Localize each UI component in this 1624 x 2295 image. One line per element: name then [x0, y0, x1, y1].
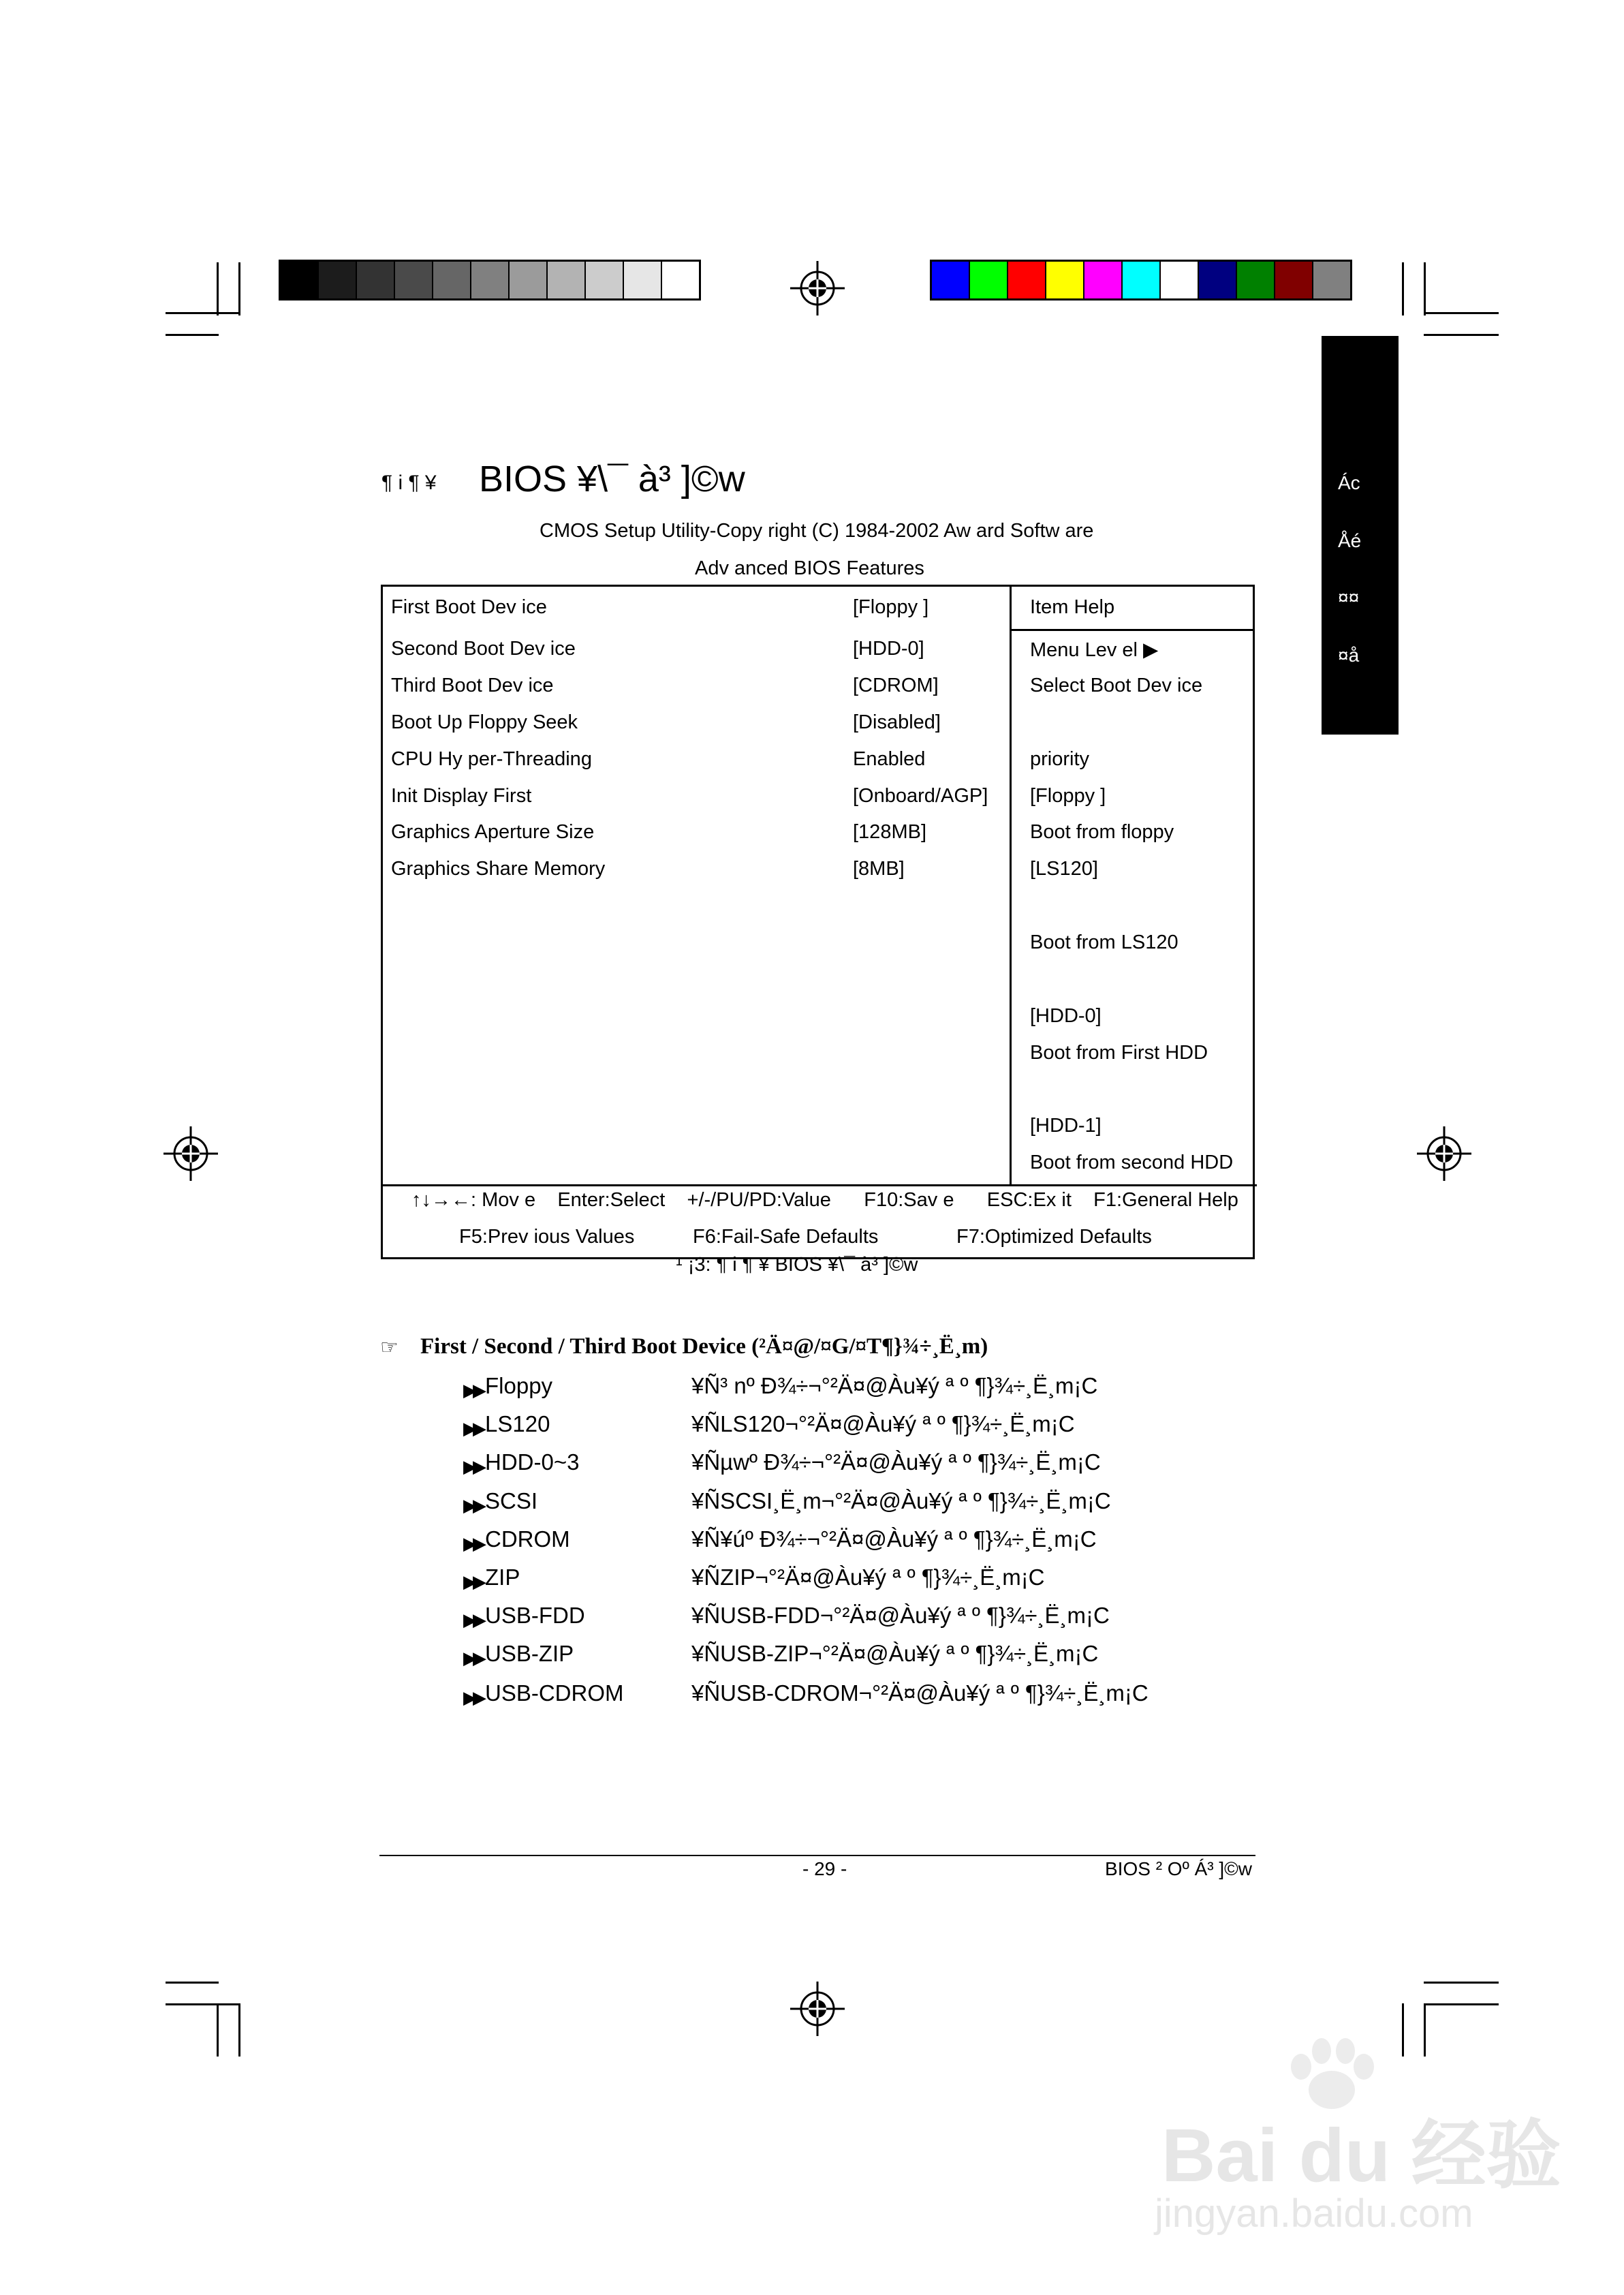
- bios-item-value[interactable]: Enabled: [853, 748, 926, 770]
- double-arrow-bullet-icon: ▶▶: [463, 1418, 482, 1438]
- option-name: USB-FDD: [485, 1603, 585, 1628]
- bios-item-label[interactable]: Graphics Aperture Size: [391, 821, 595, 843]
- option-name: LS120: [485, 1411, 550, 1436]
- option-description: ¥Ñµwº Ð¾÷¬°²Ä¤@Àu¥ý ª º ¶}¾÷¸Ë¸m¡C: [691, 1449, 1101, 1475]
- calibration-swatch: [357, 262, 395, 298]
- bios-item-value[interactable]: [8MB]: [853, 858, 905, 880]
- help-line: Boot from First HDD: [1030, 1042, 1208, 1064]
- bios-item-value[interactable]: [Disabled]: [853, 711, 941, 733]
- bios-item-label[interactable]: Second Boot Dev ice: [391, 638, 576, 660]
- registration-mark-icon: [790, 1982, 845, 2036]
- option-description: ¥ÑSCSI¸Ë¸m¬°²Ä¤@Àu¥ý ª º ¶}¾÷¸Ë¸m¡C: [691, 1488, 1111, 1513]
- bios-key-help-line: ↑↓→←: Mov e Enter:Select +/-/PU/PD:Value F10:Sav e ESC:Ex it F1:General Help: [411, 1189, 1238, 1211]
- crop-mark: [166, 2003, 240, 2005]
- option-name: CDROM: [485, 1526, 570, 1552]
- registration-mark-icon: [1417, 1126, 1471, 1181]
- double-arrow-bullet-icon: ▶▶: [463, 1609, 482, 1630]
- crop-mark: [1424, 312, 1499, 314]
- chapter-side-tab: [1322, 336, 1399, 735]
- calibration-swatch: [1046, 262, 1084, 298]
- registration-mark-icon: [163, 1126, 218, 1181]
- double-arrow-bullet-icon: ▶▶: [463, 1571, 482, 1592]
- bios-footer-divider: [383, 1184, 1257, 1186]
- option-description: ¥ÑZIP¬°²Ä¤@Àu¥ý ª º ¶}¾÷¸Ë¸m¡C: [691, 1565, 1045, 1590]
- double-arrow-bullet-icon: ▶▶: [463, 1456, 482, 1477]
- crop-mark: [166, 1982, 219, 1984]
- bios-key-help: F7:Optimized Defaults: [956, 1226, 1152, 1248]
- crop-mark: [166, 334, 219, 336]
- calibration-swatch: [395, 262, 433, 298]
- crop-mark: [1424, 262, 1426, 315]
- crop-mark: [166, 312, 240, 314]
- calibration-swatch: [319, 262, 357, 298]
- option-description: ¥ÑUSB-FDD¬°²Ä¤@Àu¥ý ª º ¶}¾÷¸Ë¸m¡C: [691, 1603, 1110, 1628]
- bios-item-label[interactable]: Boot Up Floppy Seek: [391, 711, 578, 733]
- crop-mark: [238, 2003, 240, 2057]
- calibration-swatch: [1313, 262, 1350, 298]
- section-heading: First / Second / Third Boot Device (²Ä¤@/¤G/¤T¶}¾÷¸Ë¸m): [420, 1334, 988, 1359]
- option-description: ¥ÑUSB-ZIP¬°²Ä¤@Àu¥ý ª º ¶}¾÷¸Ë¸m¡C: [691, 1641, 1099, 1666]
- bios-item-label[interactable]: Third Boot Dev ice: [391, 675, 554, 696]
- help-line: Boot from floppy: [1030, 821, 1174, 843]
- bios-key-help: F6:Fail-Safe Defaults: [693, 1226, 879, 1248]
- help-line: priority: [1030, 748, 1090, 770]
- calibration-swatch: [662, 262, 699, 298]
- help-line: [HDD-0]: [1030, 1005, 1102, 1027]
- help-line: Select Boot Dev ice: [1030, 675, 1203, 696]
- option-name: USB-CDROM: [485, 1680, 624, 1706]
- calibration-swatch: [624, 262, 662, 298]
- option-description: ¥Ñ¥úº Ð¾÷¬°²Ä¤@Àu¥ý ª º ¶}¾÷¸Ë¸m¡C: [691, 1526, 1097, 1552]
- side-tab-item: ¤¤: [1338, 587, 1360, 608]
- calibration-swatch: [1008, 262, 1046, 298]
- help-line: [Floppy ]: [1030, 785, 1106, 807]
- calibration-swatch: [281, 262, 319, 298]
- bios-item-label[interactable]: First Boot Dev ice: [391, 596, 547, 618]
- option-name: USB-ZIP: [485, 1641, 574, 1666]
- crop-mark: [1402, 2003, 1404, 2057]
- bios-item-label[interactable]: Graphics Share Memory: [391, 858, 606, 880]
- crop-mark: [238, 262, 240, 315]
- footer-section-name: BIOS ² Oº Á³ ]©w: [1105, 1858, 1252, 1879]
- crop-mark: [1424, 334, 1499, 336]
- help-line: [LS120]: [1030, 858, 1098, 880]
- bios-item-value[interactable]: [Onboard/AGP]: [853, 785, 988, 807]
- bios-utility-line: CMOS Setup Utility-Copy right (C) 1984-2002 Aw ard Softw are: [540, 520, 1094, 542]
- crop-mark: [1424, 2003, 1426, 2057]
- calibration-swatch: [433, 262, 471, 298]
- help-line: Menu Lev el ▶: [1030, 639, 1159, 661]
- help-line: Boot from LS120: [1030, 931, 1178, 953]
- bios-help-header-divider: [1010, 629, 1255, 631]
- double-arrow-bullet-icon: ▶▶: [463, 1648, 482, 1668]
- bios-screen-frame: [381, 585, 1255, 1259]
- crop-mark: [1424, 2003, 1499, 2005]
- double-arrow-bullet-icon: ▶▶: [463, 1533, 482, 1554]
- help-line: [HDD-1]: [1030, 1115, 1102, 1137]
- calibration-swatch: [970, 262, 1008, 298]
- color-calibration-bar: [930, 260, 1352, 301]
- help-title: Item Help: [1030, 596, 1115, 618]
- crop-mark: [1424, 1982, 1499, 1984]
- bios-item-label[interactable]: Init Display First: [391, 785, 532, 807]
- option-description: ¥ÑLS120¬°²Ä¤@Àu¥ý ª º ¶}¾÷¸Ë¸m¡C: [691, 1411, 1075, 1436]
- option-name: HDD-0~3: [485, 1449, 580, 1475]
- pointing-hand-icon: ☞: [380, 1336, 399, 1359]
- bios-menu-title: Adv anced BIOS Features: [695, 557, 924, 579]
- calibration-swatch: [471, 262, 510, 298]
- calibration-swatch: [1084, 262, 1123, 298]
- calibration-swatch: [1199, 262, 1237, 298]
- paw-print-icon: [1281, 2034, 1383, 2112]
- side-tab-item: ¤å: [1338, 645, 1360, 666]
- double-arrow-bullet-icon: ▶▶: [463, 1687, 482, 1708]
- calibration-swatch: [932, 262, 970, 298]
- bios-item-value[interactable]: [CDROM]: [853, 675, 939, 696]
- crop-mark: [217, 262, 219, 315]
- option-name: SCSI: [485, 1488, 538, 1513]
- option-description: ¥Ñ³ nº Ð¾÷¬°²Ä¤@Àu¥ý ª º ¶}¾÷¸Ë¸m¡C: [691, 1373, 1098, 1398]
- bios-key-help: F5:Prev ious Values: [459, 1226, 635, 1248]
- bios-item-label[interactable]: CPU Hy per-Threading: [391, 748, 592, 770]
- calibration-swatch: [586, 262, 624, 298]
- registration-mark-icon: [790, 261, 845, 315]
- side-tab-item: Ác: [1338, 472, 1360, 493]
- page-title: BIOS ¥\¯ à³ ]©w: [479, 459, 745, 499]
- calibration-swatch: [1161, 262, 1199, 298]
- side-tab-item: Åé: [1338, 530, 1362, 551]
- baidu-watermark-url: jingyan.baidu.com: [1155, 2191, 1473, 2236]
- figure-caption: ¹ ¡3: ¶ i ¶ ¥ BIOS ¥\¯ à³ ]©w: [676, 1254, 918, 1276]
- double-arrow-bullet-icon: ▶▶: [463, 1380, 482, 1400]
- bios-item-value[interactable]: [HDD-0]: [853, 638, 924, 660]
- double-arrow-bullet-icon: ▶▶: [463, 1495, 482, 1515]
- calibration-swatch: [1275, 262, 1313, 298]
- baidu-watermark-logo: Bai du 经验: [1161, 2114, 1561, 2198]
- option-name: ZIP: [485, 1565, 520, 1590]
- page-number: - 29 -: [802, 1858, 847, 1879]
- calibration-swatch: [1237, 262, 1275, 298]
- footer-rule: [379, 1855, 1255, 1856]
- bios-item-value[interactable]: [128MB]: [853, 821, 926, 843]
- bios-column-divider: [1010, 587, 1012, 1185]
- section-prefix: ¶ i ¶ ¥: [381, 472, 437, 494]
- help-line: Boot from second HDD: [1030, 1152, 1234, 1173]
- crop-mark: [1402, 262, 1404, 315]
- crop-mark: [217, 2003, 219, 2057]
- calibration-swatch: [510, 262, 548, 298]
- calibration-swatch: [1123, 262, 1161, 298]
- option-name: Floppy: [485, 1373, 553, 1398]
- option-description: ¥ÑUSB-CDROM¬°²Ä¤@Àu¥ý ª º ¶}¾÷¸Ë¸m¡C: [691, 1680, 1149, 1706]
- calibration-swatch: [548, 262, 586, 298]
- bios-item-value[interactable]: [Floppy ]: [853, 596, 929, 618]
- grayscale-calibration-bar: [279, 260, 701, 301]
